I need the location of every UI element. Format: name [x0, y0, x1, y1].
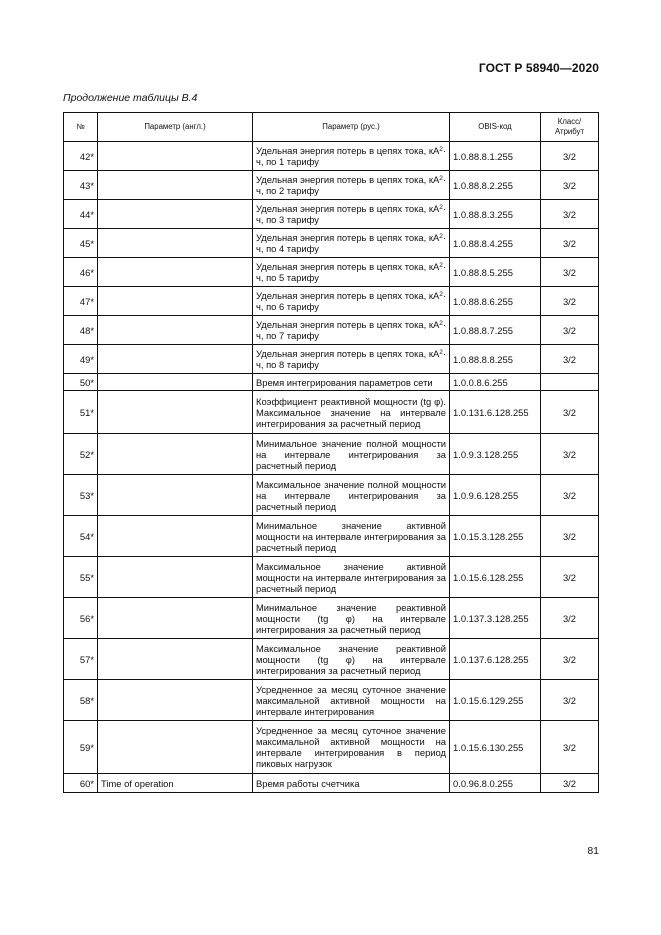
param-ru-suffix: · ч, по 7 тарифу — [256, 319, 446, 341]
param-ru-suffix: · ч, по 4 тарифу — [256, 232, 446, 254]
superscript: 2 — [439, 146, 443, 153]
obis-code: 1.0.88.8.8.255 — [450, 345, 541, 374]
table-row — [64, 345, 599, 374]
row-number: 54* — [64, 516, 98, 557]
param-en — [98, 475, 253, 516]
class-attribute: 3/2 — [541, 229, 599, 258]
param-ru: Время интегрирования параметров сети — [253, 374, 450, 391]
obis-code: 1.0.88.8.5.255 — [450, 258, 541, 287]
param-ru-text: Удельная энергия потерь в цепях тока, кА — [256, 290, 440, 301]
table-row — [64, 142, 599, 171]
param-ru — [253, 345, 450, 374]
param-ru-text: Удельная энергия потерь в цепях тока, кА — [256, 174, 440, 185]
param-en — [98, 557, 253, 598]
row-number: 55* — [64, 557, 98, 598]
param-ru-text: Удельная энергия потерь в цепях тока, кА — [256, 145, 440, 156]
param-ru-text: Удельная энергия потерь в цепях тока, кА — [256, 203, 440, 214]
table-row — [64, 516, 599, 557]
param-ru-suffix: · ч, по 5 тарифу — [256, 261, 446, 283]
table-row — [64, 171, 599, 200]
param-en — [98, 142, 253, 171]
obis-code: 0.0.96.8.0.255 — [450, 774, 541, 793]
superscript: 2 — [439, 204, 443, 211]
param-ru: Минимальное значение активной мощности на интервале интегрирования за расчетный период — [253, 516, 450, 557]
class-attribute: 3/2 — [541, 345, 599, 374]
superscript: 2 — [439, 349, 443, 356]
class-attribute: 3/2 — [541, 639, 599, 680]
param-ru — [253, 200, 450, 229]
superscript: 2 — [439, 291, 443, 298]
param-ru — [253, 258, 450, 287]
table-row — [64, 721, 599, 774]
param-en — [98, 391, 253, 434]
param-ru: Максимальное значение активной мощности на интервале интегрирования за расчетный период — [253, 557, 450, 598]
param-en — [98, 200, 253, 229]
class-attribute: 3/2 — [541, 516, 599, 557]
table-row — [64, 434, 599, 475]
table-row — [64, 680, 599, 721]
class-attribute: 3/2 — [541, 316, 599, 345]
param-ru: Усредненное за месяц суточное значение максимальной активной мощности на интервале интегрирования — [253, 680, 450, 721]
table-row — [64, 774, 599, 793]
row-number: 52* — [64, 434, 98, 475]
param-en — [98, 345, 253, 374]
table-row — [64, 258, 599, 287]
param-en — [98, 516, 253, 557]
superscript: 2 — [439, 233, 443, 240]
param-ru: Усредненное за месяц суточное значение максимальной активной мощности на интервале интегрирования в период пиковых нагрузок — [253, 721, 450, 774]
class-attribute: 3/2 — [541, 200, 599, 229]
param-en — [98, 374, 253, 391]
param-ru — [253, 171, 450, 200]
table-row — [64, 374, 599, 391]
obis-code: 1.0.137.6.128.255 — [450, 639, 541, 680]
param-en — [98, 680, 253, 721]
class-attribute: 3/2 — [541, 258, 599, 287]
class-attribute: 3/2 — [541, 142, 599, 171]
param-ru — [253, 287, 450, 316]
param-ru — [253, 142, 450, 171]
obis-code: 1.0.88.8.2.255 — [450, 171, 541, 200]
class-attribute: 3/2 — [541, 171, 599, 200]
row-number: 50* — [64, 374, 98, 391]
class-attribute: 3/2 — [541, 557, 599, 598]
row-number: 60* — [64, 774, 98, 793]
param-en — [98, 171, 253, 200]
obis-code: 1.0.88.8.6.255 — [450, 287, 541, 316]
superscript: 2 — [439, 262, 443, 269]
obis-code: 1.0.15.6.129.255 — [450, 680, 541, 721]
param-ru — [253, 229, 450, 258]
obis-code: 1.0.88.8.4.255 — [450, 229, 541, 258]
param-en — [98, 316, 253, 345]
row-number: 56* — [64, 598, 98, 639]
table-row — [64, 229, 599, 258]
table-row — [64, 391, 599, 434]
param-ru-text: Удельная энергия потерь в цепях тока, кА — [256, 261, 440, 272]
param-en — [98, 229, 253, 258]
class-attribute — [541, 374, 599, 391]
table-row — [64, 316, 599, 345]
table-row — [64, 557, 599, 598]
param-ru: Максимальное значение реактивной мощности (tg φ) на интервале интегрирования за расчетный период — [253, 639, 450, 680]
param-en — [98, 598, 253, 639]
row-number: 46* — [64, 258, 98, 287]
obis-code: 1.0.137.3.128.255 — [450, 598, 541, 639]
obis-code: 1.0.131.6.128.255 — [450, 391, 541, 434]
page-number: 81 — [587, 845, 599, 857]
obis-code: 1.0.15.3.128.255 — [450, 516, 541, 557]
param-ru-text: Удельная энергия потерь в цепях тока, кА — [256, 319, 440, 330]
superscript: 2 — [439, 175, 443, 182]
col-header-en: Параметр (англ.) — [98, 113, 253, 142]
class-attribute: 3/2 — [541, 287, 599, 316]
obis-code: 1.0.88.8.7.255 — [450, 316, 541, 345]
obis-code: 1.0.0.8.6.255 — [450, 374, 541, 391]
row-number: 59* — [64, 721, 98, 774]
superscript: 2 — [439, 320, 443, 327]
param-ru: Максимальное значение полной мощности на интервале интегрирования за расчетный период — [253, 475, 450, 516]
col-header-no: № — [64, 113, 98, 142]
table-row — [64, 287, 599, 316]
param-ru-text: Удельная энергия потерь в цепях тока, кА — [256, 348, 440, 359]
col-header-obis: OBIS-код — [450, 113, 541, 142]
class-attribute: 3/2 — [541, 391, 599, 434]
table-row — [64, 639, 599, 680]
obis-code: 1.0.15.6.130.255 — [450, 721, 541, 774]
param-en: Time of operation — [98, 774, 253, 793]
obis-code: 1.0.88.8.3.255 — [450, 200, 541, 229]
row-number: 53* — [64, 475, 98, 516]
param-ru-suffix: · ч, по 3 тарифу — [256, 203, 446, 225]
col-header-ru: Параметр (рус.) — [253, 113, 450, 142]
row-number: 57* — [64, 639, 98, 680]
obis-code: 1.0.15.6.128.255 — [450, 557, 541, 598]
class-attribute: 3/2 — [541, 680, 599, 721]
obis-code: 1.0.9.3.128.255 — [450, 434, 541, 475]
row-number: 44* — [64, 200, 98, 229]
row-number: 45* — [64, 229, 98, 258]
table-row — [64, 598, 599, 639]
param-ru-suffix: · ч, по 1 тарифу — [256, 145, 446, 167]
table-row — [64, 475, 599, 516]
param-en — [98, 639, 253, 680]
param-en — [98, 258, 253, 287]
param-ru: Минимальное значение полной мощности на интервале интегрирования за расчетный период — [253, 434, 450, 475]
param-ru — [253, 316, 450, 345]
row-number: 42* — [64, 142, 98, 171]
row-number: 49* — [64, 345, 98, 374]
col-header-class: Класс/ Атрибут — [541, 113, 599, 142]
parameters-table — [63, 112, 599, 793]
row-number: 48* — [64, 316, 98, 345]
table-header-row — [64, 113, 599, 142]
row-number: 51* — [64, 391, 98, 434]
class-attribute: 3/2 — [541, 774, 599, 793]
table-caption: Продолжение таблицы В.4 — [63, 92, 198, 104]
row-number: 43* — [64, 171, 98, 200]
obis-code: 1.0.9.6.128.255 — [450, 475, 541, 516]
param-en — [98, 721, 253, 774]
obis-code: 1.0.88.8.1.255 — [450, 142, 541, 171]
row-number: 47* — [64, 287, 98, 316]
param-ru-suffix: · ч, по 6 тарифу — [256, 290, 446, 312]
class-attribute: 3/2 — [541, 721, 599, 774]
table-row — [64, 200, 599, 229]
param-ru: Время работы счетчика — [253, 774, 450, 793]
class-attribute: 3/2 — [541, 475, 599, 516]
param-en — [98, 287, 253, 316]
row-number: 58* — [64, 680, 98, 721]
param-en — [98, 434, 253, 475]
document-code: ГОСТ Р 58940—2020 — [478, 61, 599, 75]
param-ru-suffix: · ч, по 2 тарифу — [256, 174, 446, 196]
class-attribute: 3/2 — [541, 434, 599, 475]
param-ru-text: Удельная энергия потерь в цепях тока, кА — [256, 232, 440, 243]
param-ru: Коэффициент реактивной мощности (tg φ). Максимальное значение на интервале интегрирования за расчетный период — [253, 391, 450, 434]
param-ru: Минимальное значение реактивной мощности (tg φ) на интервале интегрирования за расчетный период — [253, 598, 450, 639]
param-ru-suffix: · ч, по 8 тарифу — [256, 348, 446, 370]
class-attribute: 3/2 — [541, 598, 599, 639]
